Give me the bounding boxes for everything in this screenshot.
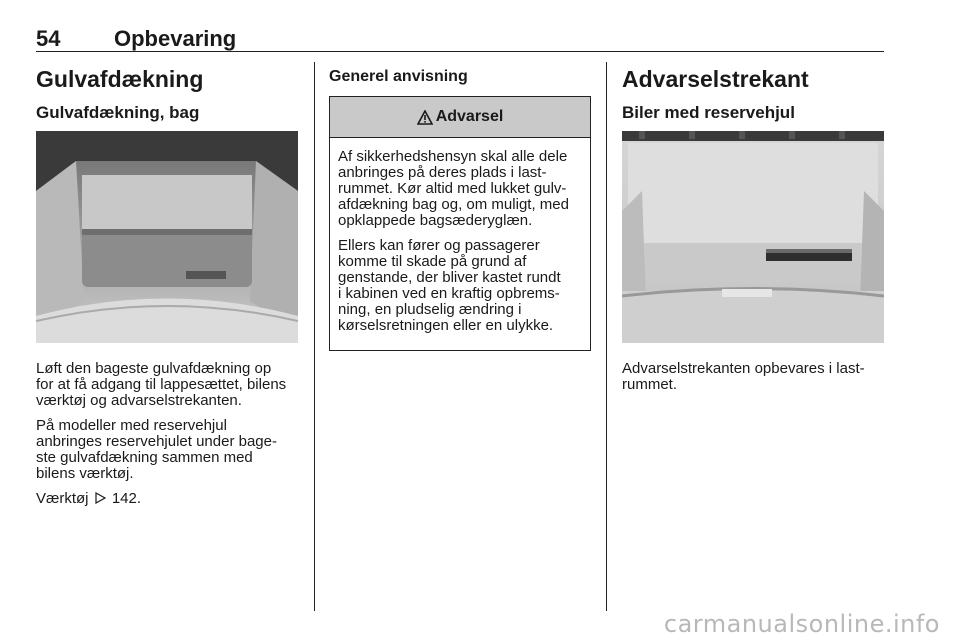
- warning-paragraph-safety: [338, 149, 584, 229]
- watermark: carmanualsonline.info: [663, 610, 940, 638]
- section-heading-floor-cover: Gulvafdækning: [36, 66, 204, 92]
- paragraph-triangle-storage: [622, 361, 892, 393]
- warning-title: Advarsel: [435, 108, 504, 125]
- text-line: bilens værktøj.: [36, 465, 134, 482]
- text-line: Af sikkerhedshensyn skal alle dele: [338, 148, 568, 165]
- warning-header: [330, 97, 590, 138]
- photo-trunk-warning-triangle: [622, 131, 884, 343]
- header-divider: [36, 51, 884, 52]
- photo-trunk-floor-cover: [36, 131, 298, 343]
- xref-page: 142.: [111, 490, 142, 507]
- text-line: rummet.: [622, 376, 678, 393]
- text-line: ning, en pludselig ændring i: [338, 301, 522, 318]
- xref-label: Værktøj: [36, 490, 89, 507]
- warning-box: [329, 96, 591, 351]
- warning-paragraph-injury: [338, 238, 584, 334]
- warning-body: [330, 138, 590, 334]
- warning-triangle-icon: [417, 110, 433, 125]
- col1-body: [36, 361, 306, 517]
- text-line: for at få adgang til lappesættet, bilens: [36, 376, 287, 393]
- cross-reference[interactable]: [36, 491, 306, 508]
- text-line: kørselsretningen eller en ulykke.: [338, 317, 554, 334]
- text-line: anbringes på deres plads i last-: [338, 164, 547, 181]
- subheading-spare-wheel-cars: Biler med reservehjul: [622, 103, 795, 122]
- text-line: værktøj og advarselstrekanten.: [36, 392, 242, 409]
- triangle-arrow-icon: [95, 492, 106, 508]
- text-line: Ellers kan fører og passagerer: [338, 237, 540, 254]
- page-number: 54: [36, 26, 61, 51]
- subheading-floor-cover-rear: Gulvafdækning, bag: [36, 103, 200, 122]
- text-line: afdækning bag og, om muligt, med: [338, 196, 569, 213]
- text-line: genstande, der bliver kastet rundt: [338, 269, 561, 286]
- chapter-title: Opbevaring: [114, 26, 237, 51]
- text-line: På modeller med reservehjul: [36, 417, 227, 434]
- text-line: komme til skade på grund af: [338, 253, 527, 270]
- text-line: i kabinen ved en kraftig opbrems-: [338, 285, 560, 302]
- paragraph-lift-cover: [36, 361, 306, 409]
- text-line: Advarselstrekanten opbevares i last-: [622, 360, 865, 377]
- section-heading-warning-triangle: Advarselstrekant: [622, 66, 809, 92]
- text-line: ste gulvafdækning sammen med: [36, 449, 253, 466]
- paragraph-spare-wheel: [36, 418, 306, 482]
- text-line: opklappede bagsæderyglæn.: [338, 212, 533, 229]
- text-line: Løft den bageste gulvafdækning op: [36, 360, 272, 377]
- text-line: anbringes reservehjulet under bage-: [36, 433, 277, 450]
- text-line: rummet. Kør altid med lukket gulv-: [338, 180, 567, 197]
- column-divider-1: [314, 62, 315, 611]
- section-heading-general: Generel anvisning: [329, 68, 468, 85]
- column-divider-2: [606, 62, 607, 611]
- col3-body: [622, 361, 892, 402]
